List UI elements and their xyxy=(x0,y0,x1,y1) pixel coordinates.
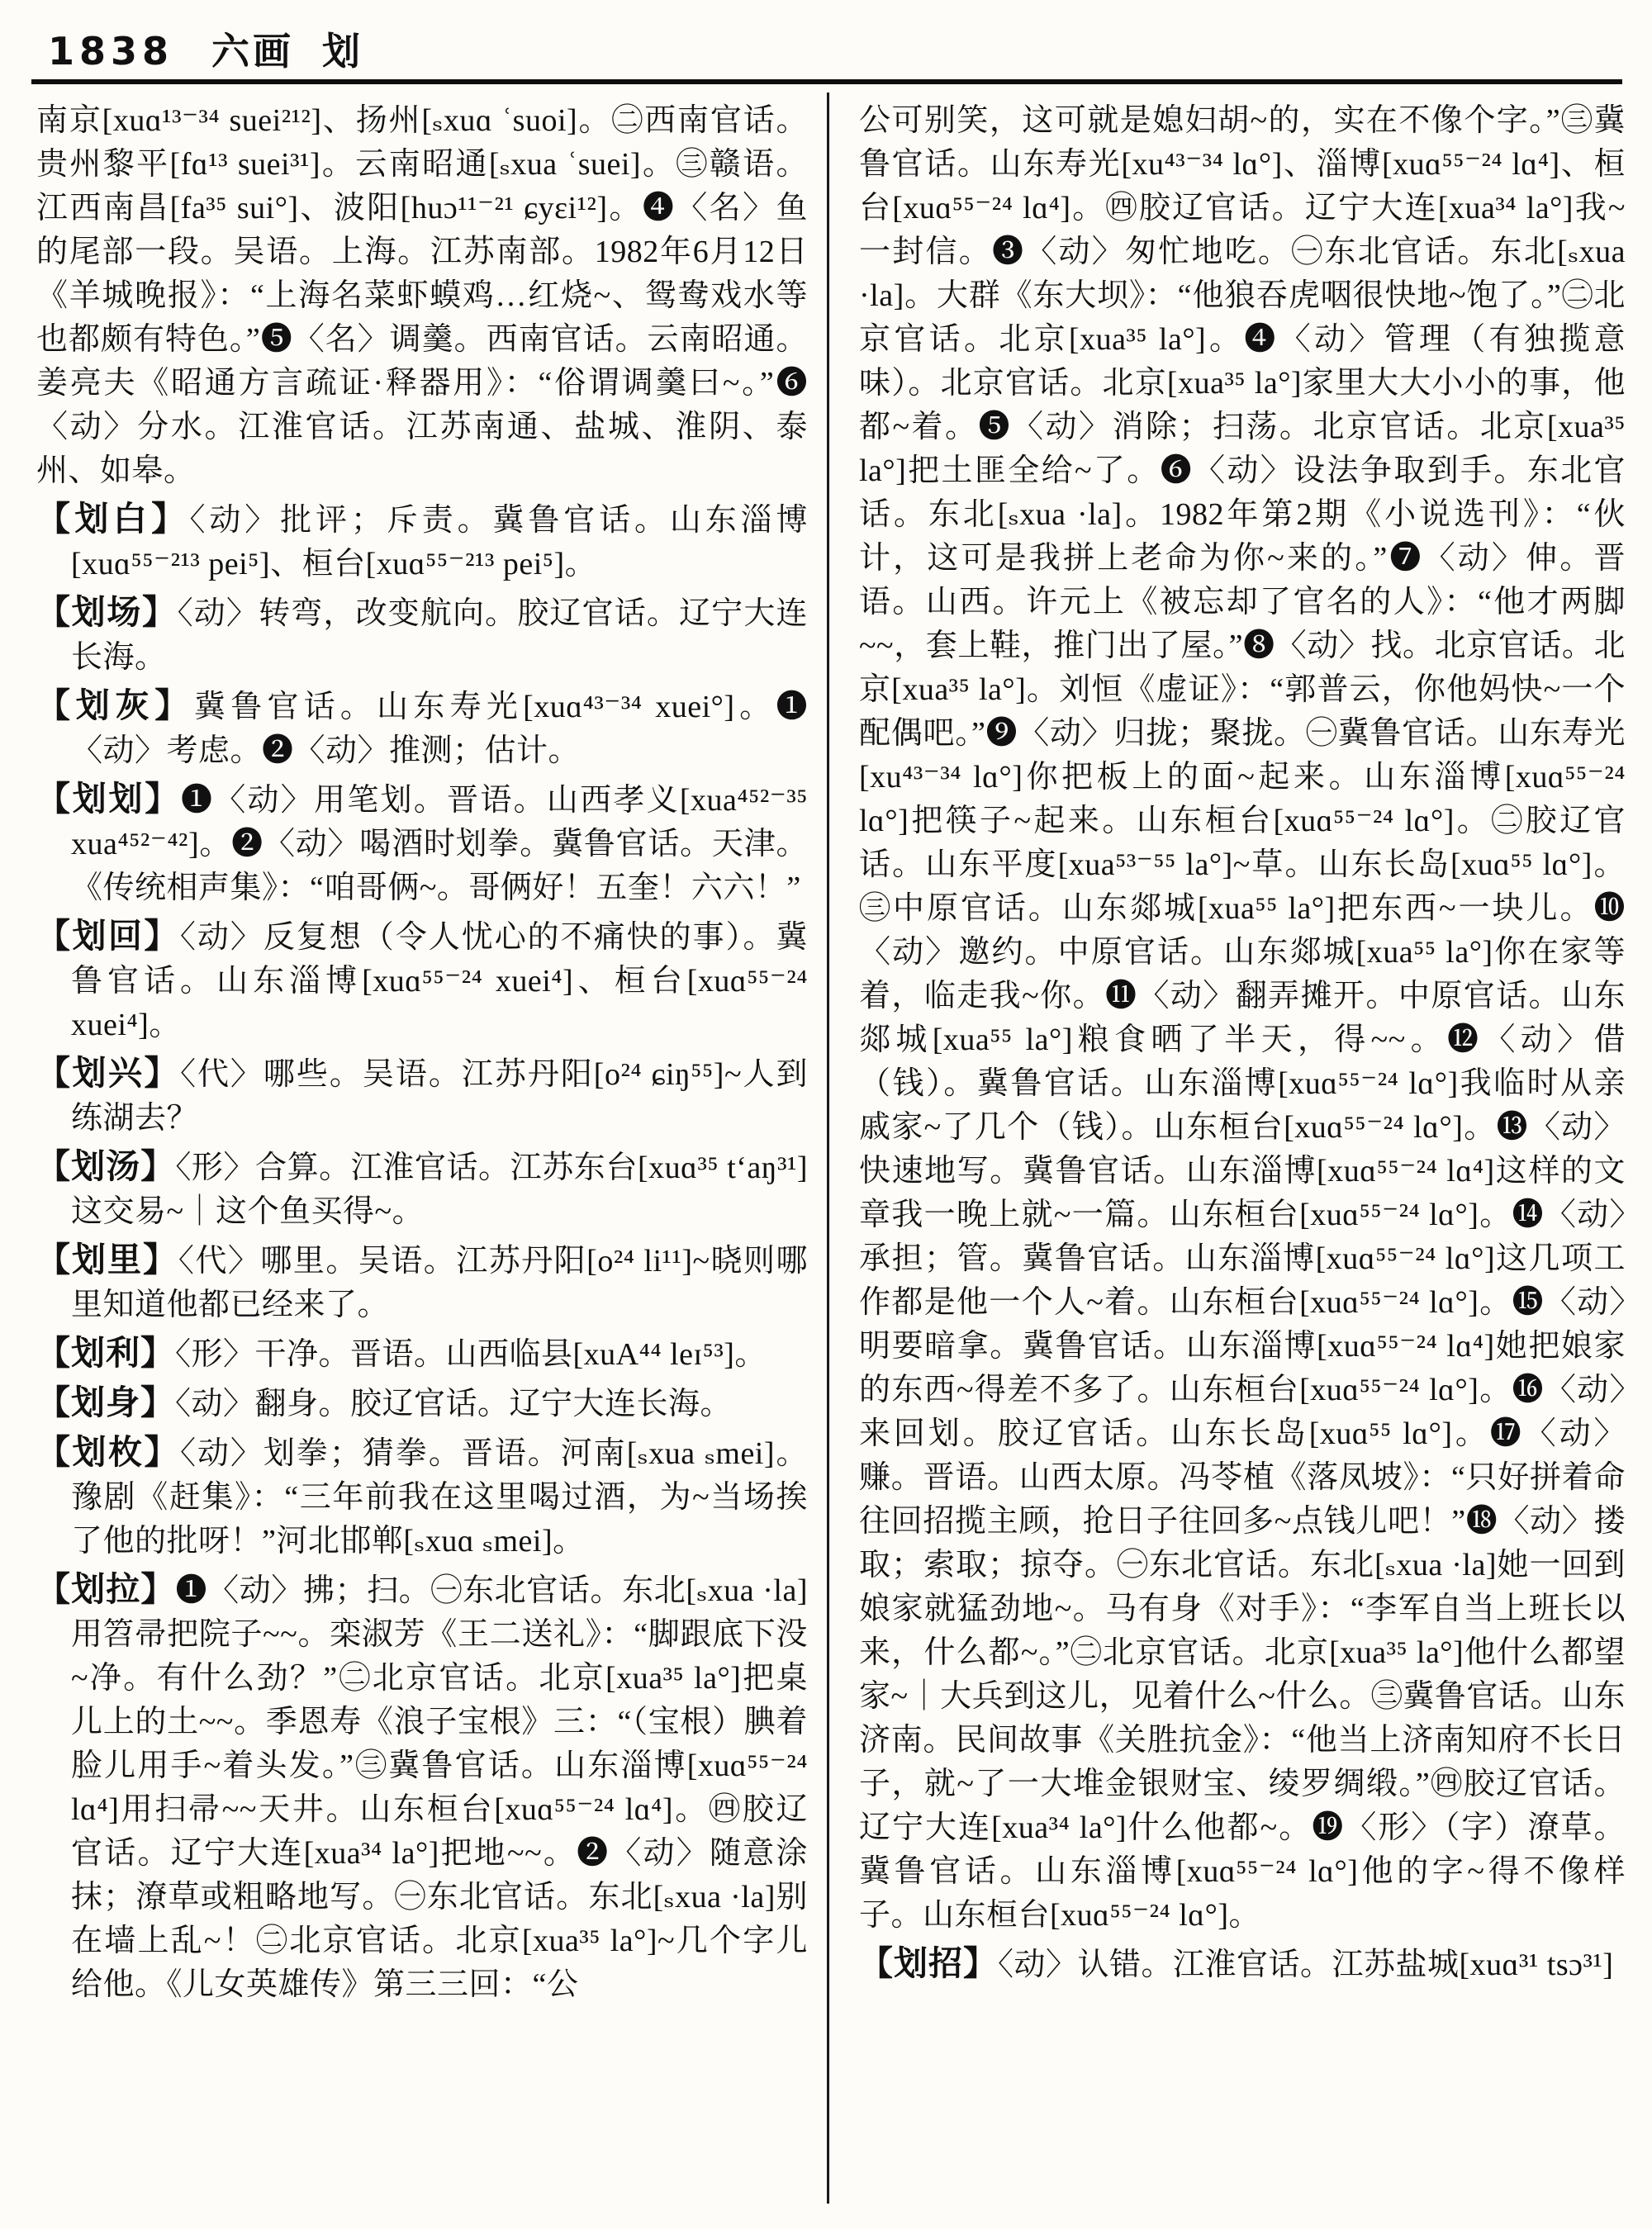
dictionary-entry xyxy=(36,1568,808,2007)
entry-headword: 【划拉】 xyxy=(36,1569,176,1609)
entry-body: 〈形〉合算。江淮官话。江苏东台[xuɑ³⁵ tʻaŋ³¹]这交易~｜这个鱼买得~。 xyxy=(71,1151,809,1229)
entry-body: 〈动〉反复想（令人忧心的不痛快的事）。冀鲁官话。山东淄博[xuɑ⁵⁵⁻²⁴ xuei⁴]、桓台[xuɑ⁵⁵⁻²⁴ xuei⁴]。 xyxy=(71,920,808,1042)
dictionary-entry xyxy=(36,497,808,586)
entry-headword: 【划招】 xyxy=(859,1943,998,1983)
entry-headword: 【划利】 xyxy=(36,1333,175,1373)
radical-character: 划 xyxy=(322,29,364,74)
entry-headword: 【划枚】 xyxy=(36,1432,180,1472)
dictionary-entry xyxy=(36,1051,808,1141)
dictionary-entry xyxy=(859,1942,1626,1987)
entry-body: 〈动〉划拳；猜拳。晋语。河南[ₛxua ₛmei]。豫剧《赶集》：“三年前我在这里喝过酒，为~当场挨了他的批呀！”河北邯郸[ₛxuɑ ₛmei]。 xyxy=(71,1436,809,1559)
entry-headword: 【划回】 xyxy=(36,916,180,956)
dictionary-entry xyxy=(36,914,808,1047)
dictionary-entry xyxy=(36,1145,808,1234)
entry-headword: 【划划】 xyxy=(36,779,182,818)
dictionary-entry xyxy=(36,684,808,773)
entry-headword: 【划汤】 xyxy=(36,1146,176,1186)
entry-body: 〈动〉认错。江淮官话。江苏盐城[xuɑ³¹ tsɔ³¹] xyxy=(998,1948,1614,1982)
entry-headword: 【划身】 xyxy=(36,1383,175,1422)
entry-body: 南京[xuɑ¹³⁻³⁴ suei²¹²]、扬州[ₛxuɑ ʿsuoi]。㊁西南官话。贵州黎平[fɑ¹³ suei³¹]。云南昭通[ₛxua ʿsuei]。㊂赣语。江西南昌[fa³⁵ sui°]、波阳[huɔ¹¹⁻²¹ ɕyɛi¹²]。❹〈名〉鱼的尾部一段。吴语。上海。江苏南部。1982年6月12日《羊城晚报》：“上海名菜虾蟆鸡…红烧~、鸳鸯戏水等也都颇有特色。”❺〈名〉调羹。西南官话。云南昭通。姜亮夫《昭通方言疏证·释器用》：“俗谓调羹曰~。”❻〈动〉分水。江淮官话。江苏南通、盐城、淮阴、泰州、如皋。 xyxy=(36,103,808,488)
entry-body: ❶〈动〉用笔划。晋语。山西孝义[xua⁴⁵²⁻³⁵ xua⁴⁵²⁻⁴²]。❷〈动〉喝酒时划拳。冀鲁官话。天津。《传统相声集》：“咱哥俩~。哥俩好！五奎！六六！” xyxy=(71,783,809,905)
entry-headword: 【划白】 xyxy=(36,499,190,539)
header-rule xyxy=(31,79,1622,84)
dictionary-entry xyxy=(36,1381,808,1426)
entry-body: 〈形〉干净。晋语。山西临县[xuA⁴⁴ leɪ⁵³]。 xyxy=(175,1337,767,1372)
entry-body: 〈动〉翻身。胶辽官话。辽宁大连长海。 xyxy=(175,1387,733,1421)
right-column xyxy=(859,99,1626,1987)
continuation-text xyxy=(36,99,808,493)
dictionary-entry xyxy=(36,1331,808,1377)
dictionary-entry xyxy=(36,591,808,680)
entry-headword: 【划兴】 xyxy=(36,1053,180,1093)
entry-body: 〈代〉哪些。吴语。江苏丹阳[o²⁴ ɕiŋ⁵⁵]~人到练湖去？ xyxy=(71,1057,808,1136)
dictionary-entry xyxy=(36,1238,808,1327)
stroke-section-label: 六画 xyxy=(211,29,295,74)
left-column xyxy=(36,99,808,2007)
entry-body: 公可别笑，这可就是媳妇胡~的，实在不像个字。”㊂冀鲁官话。山东寿光[xu⁴³⁻³⁴ lɑ°]、淄博[xuɑ⁵⁵⁻²⁴ lɑ⁴]、桓台[xuɑ⁵⁵⁻²⁴ lɑ⁴]。㊃胶辽官话。辽宁大连[xua³⁴ la°]我~一封信。❸〈动〉匆忙地吃。㊀东北官话。东北[ₛxua ·la]。大群《东大坝》：“他狼吞虎咽很快地~饱了。”㊁北京官话。北京[xua³⁵ la°]。❹〈动〉管理（有独揽意味）。北京官话。北京[xua³⁵ la°]家里大大小小的事，他都~着。❺〈动〉消除；扫荡。北京官话。北京[xua³⁵ la°]把土匪全给~了。❻〈动〉设法争取到手。东北官话。东北[ₛxua ·la]。1982年第2期《小说选刊》：“伙计，这可是我拼上老命为你~来的。”❼〈动〉伸。晋语。山西。许元上《被忘却了官名的人》：“他才两脚~~，套上鞋，推门出了屋。”❽〈动〉找。北京官话。北京[xua³⁵ la°]。刘恒《虚证》：“郭普云，你他妈快~一个配偶吧。”❾〈动〉归拢；聚拢。㊀冀鲁官话。山东寿光[xu⁴³⁻³⁴ lɑ°]你把板上的面~起来。山东淄博[xuɑ⁵⁵⁻²⁴ lɑ°]把筷子~起来。山东桓台[xuɑ⁵⁵⁻²⁴ lɑ°]。㊁胶辽官话。山东平度[xua⁵³⁻⁵⁵ la°]~草。山东长岛[xuɑ⁵⁵ lɑ°]。㊂中原官话。山东郯城[xua⁵⁵ la°]把东西~一块儿。❿〈动〉邀约。中原官话。山东郯城[xua⁵⁵ la°]你在家等着，临走我~你。⓫〈动〉翻弄摊开。中原官话。山东郯城[xua⁵⁵ la°]粮食晒了半天，得~~。⓬〈动〉借（钱）。冀鲁官话。山东淄博[xuɑ⁵⁵⁻²⁴ lɑ°]我临时从亲戚家~了几个（钱）。山东桓台[xuɑ⁵⁵⁻²⁴ lɑ°]。⓭〈动〉快速地写。冀鲁官话。山东淄博[xuɑ⁵⁵⁻²⁴ lɑ⁴]这样的文章我一晚上就~一篇。山东桓台[xuɑ⁵⁵⁻²⁴ lɑ°]。⓮〈动〉承担；管。冀鲁官话。山东淄博[xuɑ⁵⁵⁻²⁴ lɑ°]这几项工作都是他一个人~着。山东桓台[xuɑ⁵⁵⁻²⁴ lɑ°]。⓯〈动〉明要暗拿。冀鲁官话。山东淄博[xuɑ⁵⁵⁻²⁴ lɑ⁴]她把娘家的东西~得差不多了。山东桓台[xuɑ⁵⁵⁻²⁴ lɑ°]。⓰〈动〉来回划。胶辽官话。山东长岛[xuɑ⁵⁵ lɑ°]。⓱〈动〉赚。晋语。山西太原。冯苓植《落凤坡》：“只好拼着命往回招揽主顾，抢日子往回多~点钱儿吧！”⓲〈动〉搂取；索取；掠夺。㊀东北官话。东北[ₛxua ·la]她一回到娘家就猛劲地~。马有身《对手》：“李军自当上班长以来，什么都~。”㊁北京官话。北京[xua³⁵ la°]他什么都望家~｜大兵到这儿，见着什么~什么。㊂冀鲁官话。山东济南。民间故事《关胜抗金》：“他当上济南知府不长日子，就~了一大堆金银财宝、绫罗绸缎。”㊃胶辽官话。辽宁大连[xua³⁴ la°]什么他都~。⓳〈形〉（字）潦草。冀鲁官话。山东淄博[xuɑ⁵⁵⁻²⁴ lɑ°]他的字~得不像样子。山东桓台[xuɑ⁵⁵⁻²⁴ lɑ°]。 xyxy=(859,103,1626,1933)
dictionary-entry xyxy=(36,1431,808,1563)
entry-headword: 【划里】 xyxy=(36,1240,178,1279)
page-header xyxy=(48,21,363,76)
entry-body: 〈动〉转弯，改变航向。胶辽官话。辽宁大连长海。 xyxy=(71,596,808,675)
continuation-text xyxy=(859,99,1626,1938)
entry-headword: 【划灰】 xyxy=(36,686,194,725)
column-divider xyxy=(827,93,829,2204)
page-number: 1838 xyxy=(48,29,174,74)
dictionary-entry xyxy=(36,777,808,910)
entry-body: 〈代〉哪里。吴语。江苏丹阳[o²⁴ li¹¹]~晓则哪里知道他都已经来了。 xyxy=(71,1244,808,1322)
entry-body: ❶〈动〉拂；扫。㊀东北官话。东北[ₛxua ·la]用笤帚把院子~~。栾淑芳《王二送礼》：“脚跟底下没~净。有什么劲？”㊁北京官话。北京[xua³⁵ la°]把桌儿上的土~~。季恩寿《浪子宝根》三：“（宝根）腆着脸儿用手~着头发。”㊂冀鲁官话。山东淄博[xuɑ⁵⁵⁻²⁴ lɑ⁴]用扫帚~~天井。山东桓台[xuɑ⁵⁵⁻²⁴ lɑ⁴]。㊃胶辽官话。辽宁大连[xua³⁴ la°]把地~~。❷〈动〉随意涂抹；潦草或粗略地写。㊀东北官话。东北[ₛxua ·la]别在墙上乱~！㊁北京官话。北京[xua³⁵ la°]~几个字儿给他。《儿女英雄传》第三三回：“公 xyxy=(71,1573,808,2002)
entry-body: 冀鲁官话。山东寿光[xuɑ⁴³⁻³⁴ xuei°]。❶〈动〉考虑。❷〈动〉推测；估计。 xyxy=(71,690,808,768)
entry-headword: 【划场】 xyxy=(36,592,178,632)
entry-body: 〈动〉批评；斥责。冀鲁官话。山东淄博[xuɑ⁵⁵⁻²¹³ pei⁵]、桓台[xuɑ⁵⁵⁻²¹³ pei⁵]。 xyxy=(71,503,808,581)
